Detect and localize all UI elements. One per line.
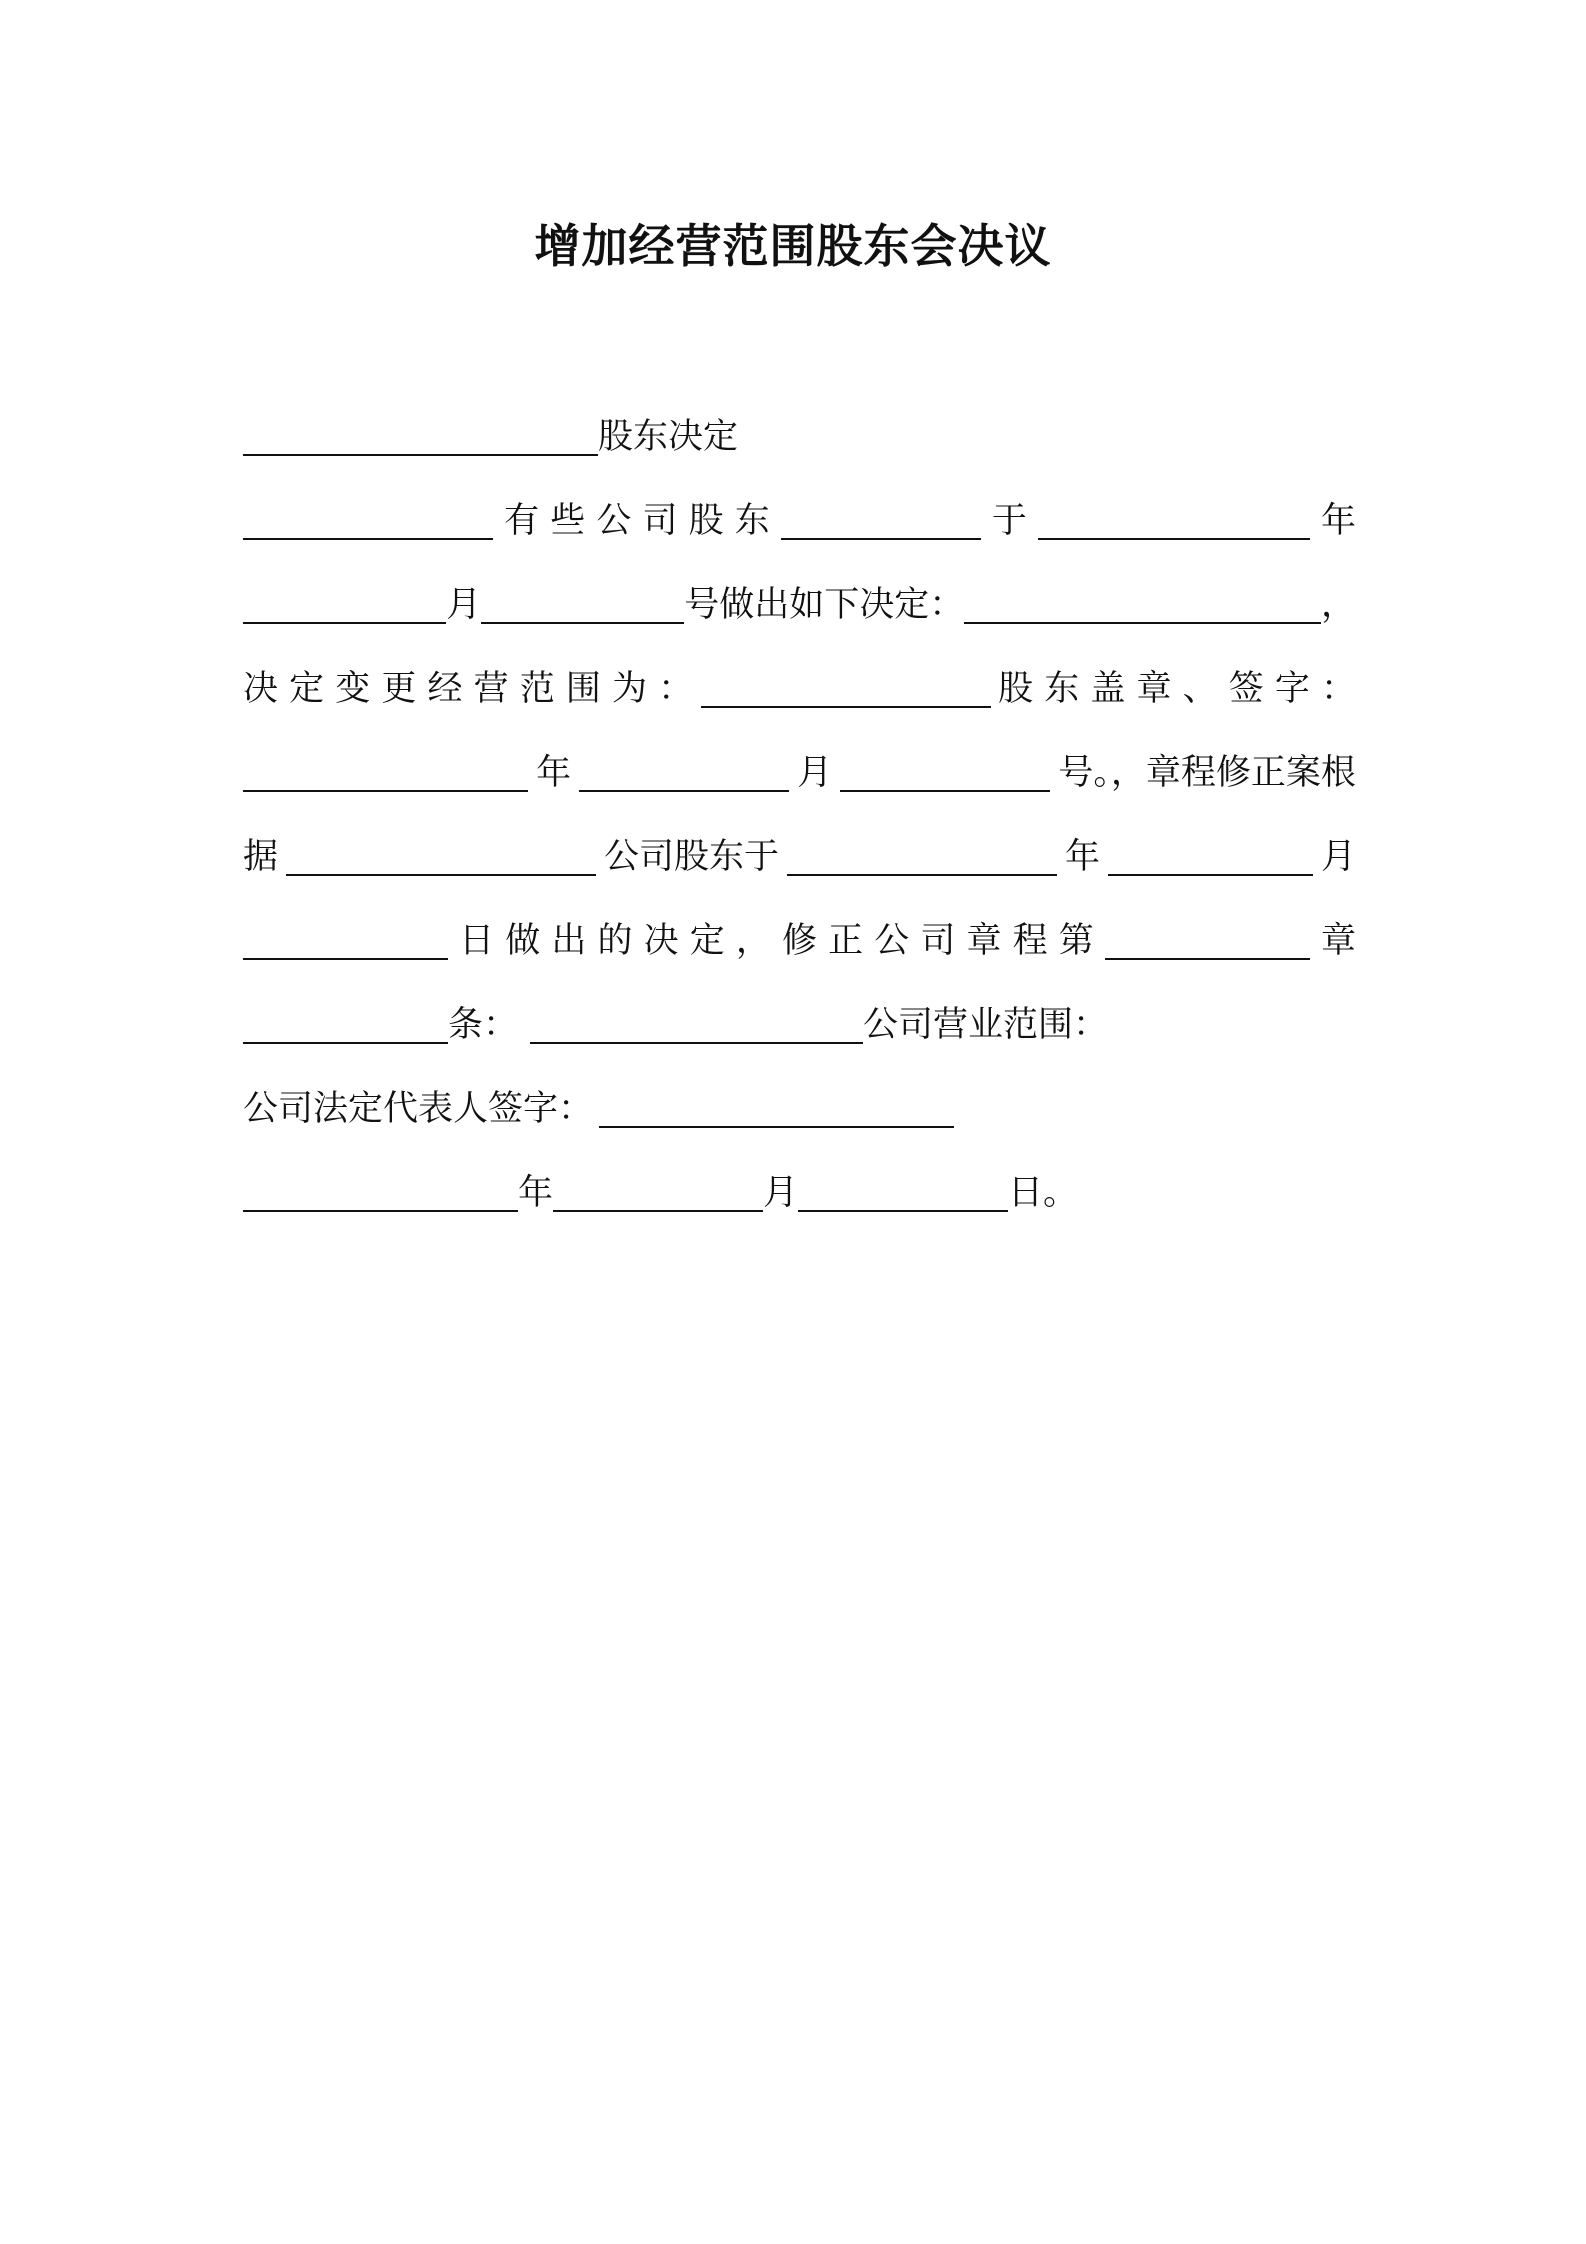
line-text: 公司法定代表人签字： (243, 1089, 594, 1129)
line-text: 公司营业范围： (863, 1005, 1109, 1045)
blank-field[interactable] (1105, 922, 1310, 960)
line-text: ， (1320, 585, 1356, 625)
blank-field[interactable] (1108, 838, 1313, 876)
line-text: 有 些 公 司 股 东 (504, 501, 770, 541)
blank-field[interactable] (243, 1174, 518, 1212)
line-3 (243, 580, 1356, 630)
line-text: 日 做 出 的 决 定 ， 修 正 公 司 章 程 第 (459, 921, 1094, 961)
line-1 (243, 412, 738, 462)
line-10 (243, 1168, 1078, 1218)
blank-field[interactable] (798, 1174, 1008, 1212)
blank-field[interactable] (787, 838, 1057, 876)
line-text: 年 (1320, 501, 1356, 541)
blank-field[interactable] (1038, 502, 1310, 540)
blank-field[interactable] (243, 586, 446, 624)
blank-field[interactable] (243, 922, 448, 960)
line-text: 股 东 盖 章 、 签 字 ： (998, 669, 1356, 709)
blank-field[interactable] (286, 838, 596, 876)
line-5 (243, 748, 1356, 798)
blank-field[interactable] (243, 754, 528, 792)
line-text: 月 (1320, 837, 1356, 877)
line-text: 年 (518, 1173, 554, 1213)
line-text: 据 (243, 837, 279, 877)
blank-field[interactable] (243, 1006, 448, 1044)
line-7 (243, 916, 1356, 966)
blank-field[interactable] (243, 502, 493, 540)
line-text: 年 (1064, 837, 1100, 877)
blank-field[interactable] (599, 1090, 954, 1128)
blank-field[interactable] (781, 502, 981, 540)
line-9 (243, 1084, 954, 1134)
blank-field[interactable] (481, 586, 684, 624)
line-text: 于 (991, 501, 1027, 541)
line-text: 日。 (1008, 1173, 1079, 1213)
document-title: 增加经营范围股东会决议 (534, 219, 1052, 273)
blank-field[interactable] (553, 1174, 763, 1212)
line-text: 月 (446, 585, 482, 625)
line-8 (243, 1000, 1108, 1050)
line-text: 年 (536, 753, 572, 793)
line-text: 决 定 变 更 经 营 范 围 为 ： (243, 669, 694, 709)
blank-field[interactable] (579, 754, 789, 792)
line-2 (243, 496, 1356, 546)
blank-field[interactable] (530, 1006, 863, 1044)
line-text: 股东决定 (598, 417, 739, 457)
line-6 (243, 832, 1356, 882)
line-text: 月 (763, 1173, 799, 1213)
blank-field[interactable] (840, 754, 1050, 792)
line-text: 条： (448, 1005, 519, 1045)
line-text: 公司股东于 (603, 837, 779, 877)
line-text: 章 (1320, 921, 1356, 961)
line-text: 号。，章程修正案根 (1058, 753, 1356, 793)
blank-field[interactable] (243, 418, 598, 456)
line-text: 月 (797, 753, 833, 793)
line-text: 号做出如下决定： (684, 585, 965, 625)
blank-field[interactable] (701, 670, 991, 708)
blank-field[interactable] (964, 586, 1321, 624)
line-4 (243, 664, 1356, 714)
